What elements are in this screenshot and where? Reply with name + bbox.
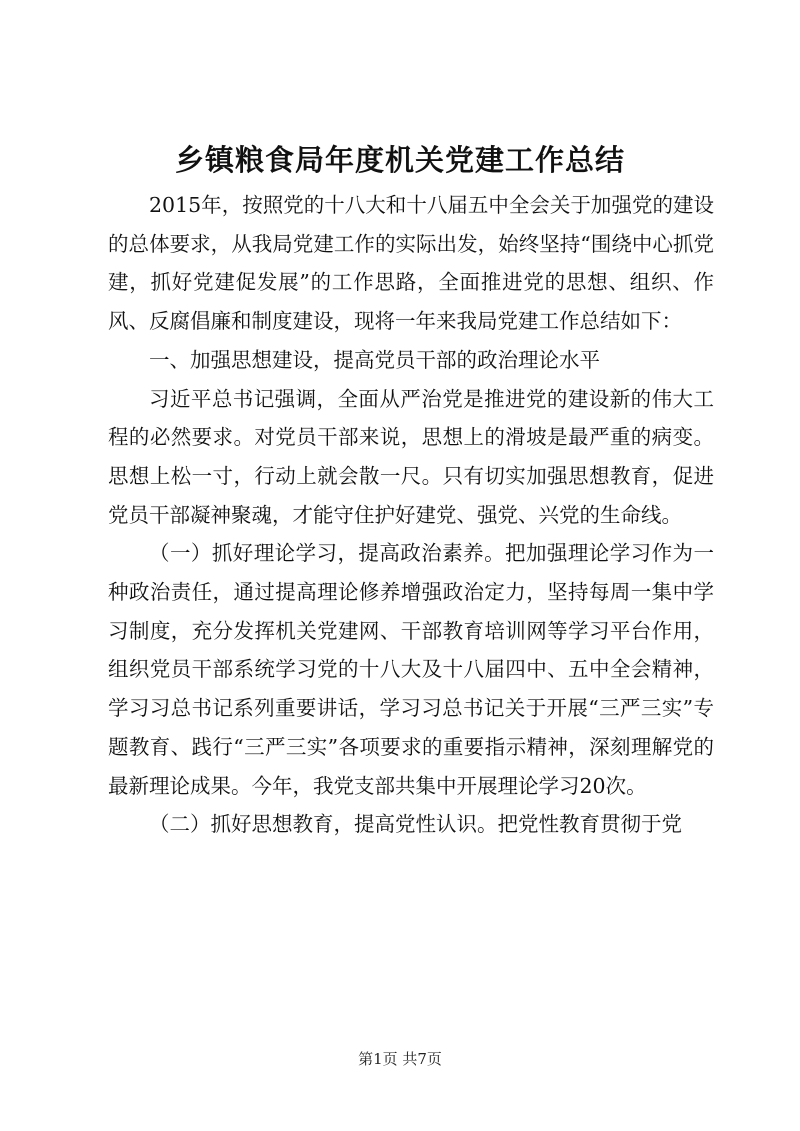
paragraph-theory-study: （一）抓好理论学习，提高政治素养。把加强理论学习作为一种政治责任，通过提高理论修养增强政治定力，坚持每周一集中学习制度，充分发挥机关党建网、干部教育培训网等学习平台作用，组织党员干部系统学习党的十八大及十八届四中、五中全会精神，学习习总书记系列重要讲话，学习习总书记关于开展“三严三实”专题教育、践行“三严三实”各项要求的重要指示精神，深刻理解党的最新理论成果。今年，我党支部共集中开展理论学习20次。 xyxy=(108,541,714,798)
paragraph-intro: 2015年，按照党的十八大和十八届五中全会关于加强党的建设的总体要求，从我局党建工作的实际出发，始终坚持“围绕中心抓党建，抓好党建促发展”的工作思路，全面推进党的思想、组织、作风、反腐倡廉和制度建设，现将一年来我局党建工作总结如下： xyxy=(108,193,714,334)
paragraph-thought: 习近平总书记强调，全面从严治党是推进党的建设新的伟大工程的必然要求。对党员干部来说，思想上的滑坡是最严重的病变。思想上松一寸，行动上就会散一尺。只有切实加强思想教育，促进党员干部凝神聚魂，才能守住护好建党、强党、兴党的生命线。 xyxy=(108,386,714,527)
page-footer: 第1页 共7页 xyxy=(358,1050,442,1068)
paragraph-ideology-education: （二）抓好思想教育，提高党性认识。把党性教育贯彻于党 xyxy=(149,812,682,837)
section-heading-1: 一、加强思想建设，提高党员干部的政治理论水平 xyxy=(149,347,600,372)
document-body xyxy=(108,186,714,844)
document-title: 乡镇粮食局年度机关党建工作总结 xyxy=(174,143,625,177)
